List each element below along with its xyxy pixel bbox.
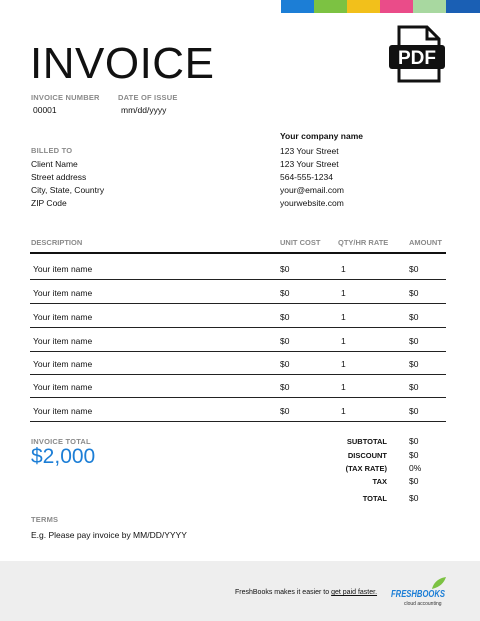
description-column-header: DESCRIPTION bbox=[31, 238, 83, 247]
item-qty[interactable]: 1 bbox=[341, 359, 346, 369]
footer-banner bbox=[0, 561, 480, 621]
total-label: TOTAL bbox=[362, 494, 387, 503]
brand-strip-segment bbox=[446, 0, 480, 13]
company-website[interactable]: yourwebsite.com bbox=[280, 198, 344, 208]
footer-text: FreshBooks makes it easier to bbox=[235, 589, 330, 596]
footer-message bbox=[235, 589, 377, 596]
item-description[interactable]: Your item name bbox=[33, 264, 93, 274]
terms-label: TERMS bbox=[31, 515, 59, 524]
freshbooks-leaf-icon bbox=[432, 577, 446, 589]
item-amount: $0 bbox=[409, 336, 419, 346]
discount-value[interactable]: $0 bbox=[409, 450, 419, 460]
qty-column-header: QTY/HR RATE bbox=[338, 238, 389, 247]
item-description[interactable]: Your item name bbox=[33, 288, 93, 298]
item-amount: $0 bbox=[409, 406, 419, 416]
item-description[interactable]: Your item name bbox=[33, 382, 93, 392]
terms-text[interactable]: E.g. Please pay invoice by MM/DD/YYYY bbox=[31, 530, 187, 540]
item-unit-cost[interactable]: $0 bbox=[280, 264, 290, 274]
item-description[interactable]: Your item name bbox=[33, 406, 93, 416]
item-unit-cost[interactable]: $0 bbox=[280, 382, 290, 392]
item-unit-cost[interactable]: $0 bbox=[280, 406, 290, 416]
unit-cost-column-header: UNIT COST bbox=[280, 238, 321, 247]
table-row bbox=[30, 279, 446, 304]
company-phone[interactable]: 564-555-1234 bbox=[280, 172, 333, 182]
item-qty[interactable]: 1 bbox=[341, 336, 346, 346]
client-zip[interactable]: ZIP Code bbox=[31, 198, 67, 208]
company-email[interactable]: your@email.com bbox=[280, 185, 344, 195]
subtotal-value: $0 bbox=[409, 436, 419, 446]
amount-column-header: AMOUNT bbox=[409, 238, 442, 247]
item-amount: $0 bbox=[409, 382, 419, 392]
get-paid-faster-link[interactable]: get paid faster. bbox=[331, 589, 378, 596]
tax-rate-value[interactable]: 0% bbox=[409, 463, 422, 473]
item-unit-cost[interactable]: $0 bbox=[280, 312, 290, 322]
table-row bbox=[30, 373, 446, 398]
freshbooks-logo-subtext: cloud accounting bbox=[404, 601, 442, 607]
brand-strip-segment bbox=[347, 0, 380, 13]
item-description[interactable]: Your item name bbox=[33, 359, 93, 369]
item-qty[interactable]: 1 bbox=[341, 406, 346, 416]
date-of-issue-value[interactable]: mm/dd/yyyy bbox=[121, 105, 167, 115]
tax-rate-label: (TAX RATE) bbox=[345, 464, 387, 473]
invoice-number-label: INVOICE NUMBER bbox=[31, 93, 100, 102]
subtotal-label: SUBTOTAL bbox=[346, 437, 387, 446]
table-row bbox=[30, 397, 446, 422]
item-amount: $0 bbox=[409, 264, 419, 274]
company-name[interactable]: Your company name bbox=[280, 131, 363, 141]
client-city[interactable]: City, State, Country bbox=[31, 185, 105, 195]
billed-to-label: BILLED TO bbox=[31, 146, 73, 155]
brand-strip-segment bbox=[380, 0, 413, 13]
table-header-divider bbox=[30, 252, 446, 254]
invoice-total-label: INVOICE TOTAL bbox=[31, 437, 91, 446]
invoice-total-amount: $2,000 bbox=[31, 445, 96, 468]
date-of-issue-label: DATE OF ISSUE bbox=[118, 93, 178, 102]
pdf-icon-text: PDF bbox=[398, 48, 436, 69]
discount-label: DISCOUNT bbox=[347, 451, 387, 460]
item-qty[interactable]: 1 bbox=[341, 264, 346, 274]
tax-label: TAX bbox=[372, 477, 387, 486]
invoice-title: INVOICE bbox=[30, 39, 215, 88]
table-row bbox=[30, 303, 446, 328]
item-unit-cost[interactable]: $0 bbox=[280, 336, 290, 346]
brand-strip-segment bbox=[281, 0, 314, 13]
item-unit-cost[interactable]: $0 bbox=[280, 288, 290, 298]
brand-strip-segment bbox=[413, 0, 446, 13]
item-qty[interactable]: 1 bbox=[341, 288, 346, 298]
total-value: $0 bbox=[409, 493, 419, 503]
item-description[interactable]: Your item name bbox=[33, 336, 93, 346]
freshbooks-logo-text: FRESHBOOKS bbox=[391, 589, 446, 600]
brand-strip-segment bbox=[314, 0, 347, 13]
tax-value: $0 bbox=[409, 476, 419, 486]
client-street[interactable]: Street address bbox=[31, 172, 87, 182]
company-street-2[interactable]: 123 Your Street bbox=[280, 159, 339, 169]
freshbooks-logo[interactable] bbox=[390, 575, 450, 609]
item-qty[interactable]: 1 bbox=[341, 312, 346, 322]
company-street-1[interactable]: 123 Your Street bbox=[280, 146, 339, 156]
pdf-download-icon[interactable] bbox=[387, 25, 447, 83]
item-description[interactable]: Your item name bbox=[33, 312, 93, 322]
table-row bbox=[30, 255, 446, 280]
item-qty[interactable]: 1 bbox=[341, 382, 346, 392]
item-amount: $0 bbox=[409, 359, 419, 369]
client-name[interactable]: Client Name bbox=[31, 159, 78, 169]
item-amount: $0 bbox=[409, 312, 419, 322]
item-unit-cost[interactable]: $0 bbox=[280, 359, 290, 369]
table-row bbox=[30, 350, 446, 375]
item-amount: $0 bbox=[409, 288, 419, 298]
table-row bbox=[30, 327, 446, 352]
invoice-number-value[interactable]: 00001 bbox=[33, 105, 57, 115]
